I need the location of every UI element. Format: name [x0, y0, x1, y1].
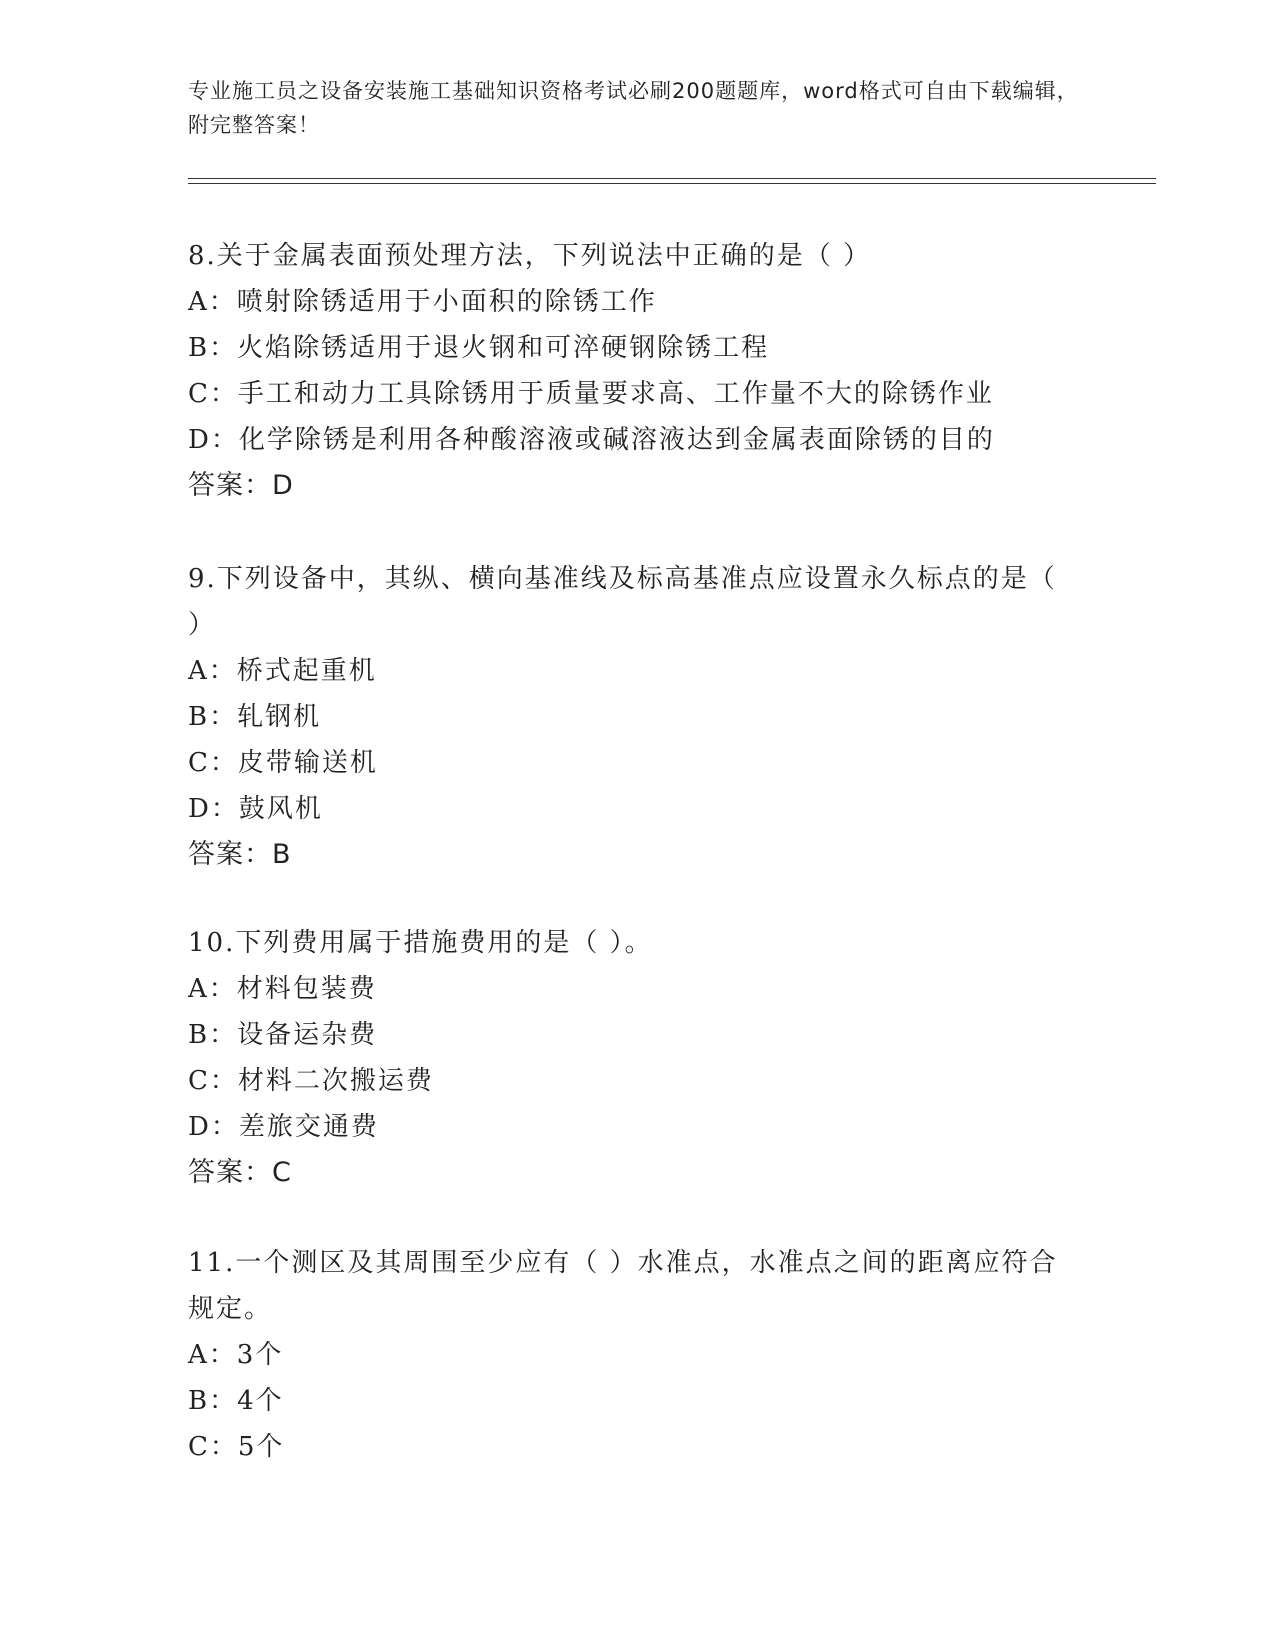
- option-a: A：桥式起重机: [188, 656, 377, 686]
- question-11: [188, 1240, 1068, 1470]
- option-b: B：火焰除锈适用于退火钢和可淬硬钢除锈工程: [188, 333, 770, 363]
- option-d: D：化学除锈是利用各种酸溶液或碱溶液达到金属表面除锈的目的: [188, 425, 995, 455]
- question-stem: 10.下列费用属于措施费用的是（ ）。: [188, 928, 653, 958]
- answer: 答案：B: [188, 839, 292, 870]
- option-a: A：材料包装费: [188, 974, 377, 1004]
- document-header: 专业施工员之设备安装施工基础知识资格考试必刷200题题库，word格式可自由下载编辑，附完整答案！: [188, 79, 1079, 137]
- option-c: C：材料二次搬运费: [188, 1066, 434, 1096]
- question-stem: 8.关于金属表面预处理方法，下列说法中正确的是（ ）: [188, 241, 872, 271]
- question-stem: 11.一个测区及其周围至少应有（ ）水准点，水准点之间的距离应符合规定。: [188, 1248, 1058, 1324]
- option-d: D：鼓风机: [188, 794, 323, 824]
- option-b: B：轧钢机: [188, 702, 322, 732]
- header-divider-bottom: [188, 183, 1156, 184]
- header-divider-top: [188, 178, 1156, 179]
- option-c: C：5个: [188, 1432, 285, 1462]
- option-c: C：皮带输送机: [188, 748, 378, 778]
- answer: 答案：D: [188, 470, 294, 501]
- option-d: D：差旅交通费: [188, 1112, 379, 1142]
- option-b: B：4个: [188, 1386, 284, 1416]
- question-10: [188, 920, 1068, 1196]
- option-c: C：手工和动力工具除锈用于质量要求高、工作量不大的除锈作业: [188, 379, 994, 409]
- answer: 答案：C: [188, 1157, 292, 1188]
- question-9: [188, 556, 1068, 878]
- option-a: A：3个: [188, 1340, 284, 1370]
- question-8: [188, 233, 1068, 509]
- option-a: A：喷射除锈适用于小面积的除锈工作: [188, 287, 657, 317]
- option-b: B：设备运杂费: [188, 1020, 378, 1050]
- question-stem: 9.下列设备中，其纵、横向基准线及标高基准点应设置永久标点的是（ ）: [188, 564, 1057, 640]
